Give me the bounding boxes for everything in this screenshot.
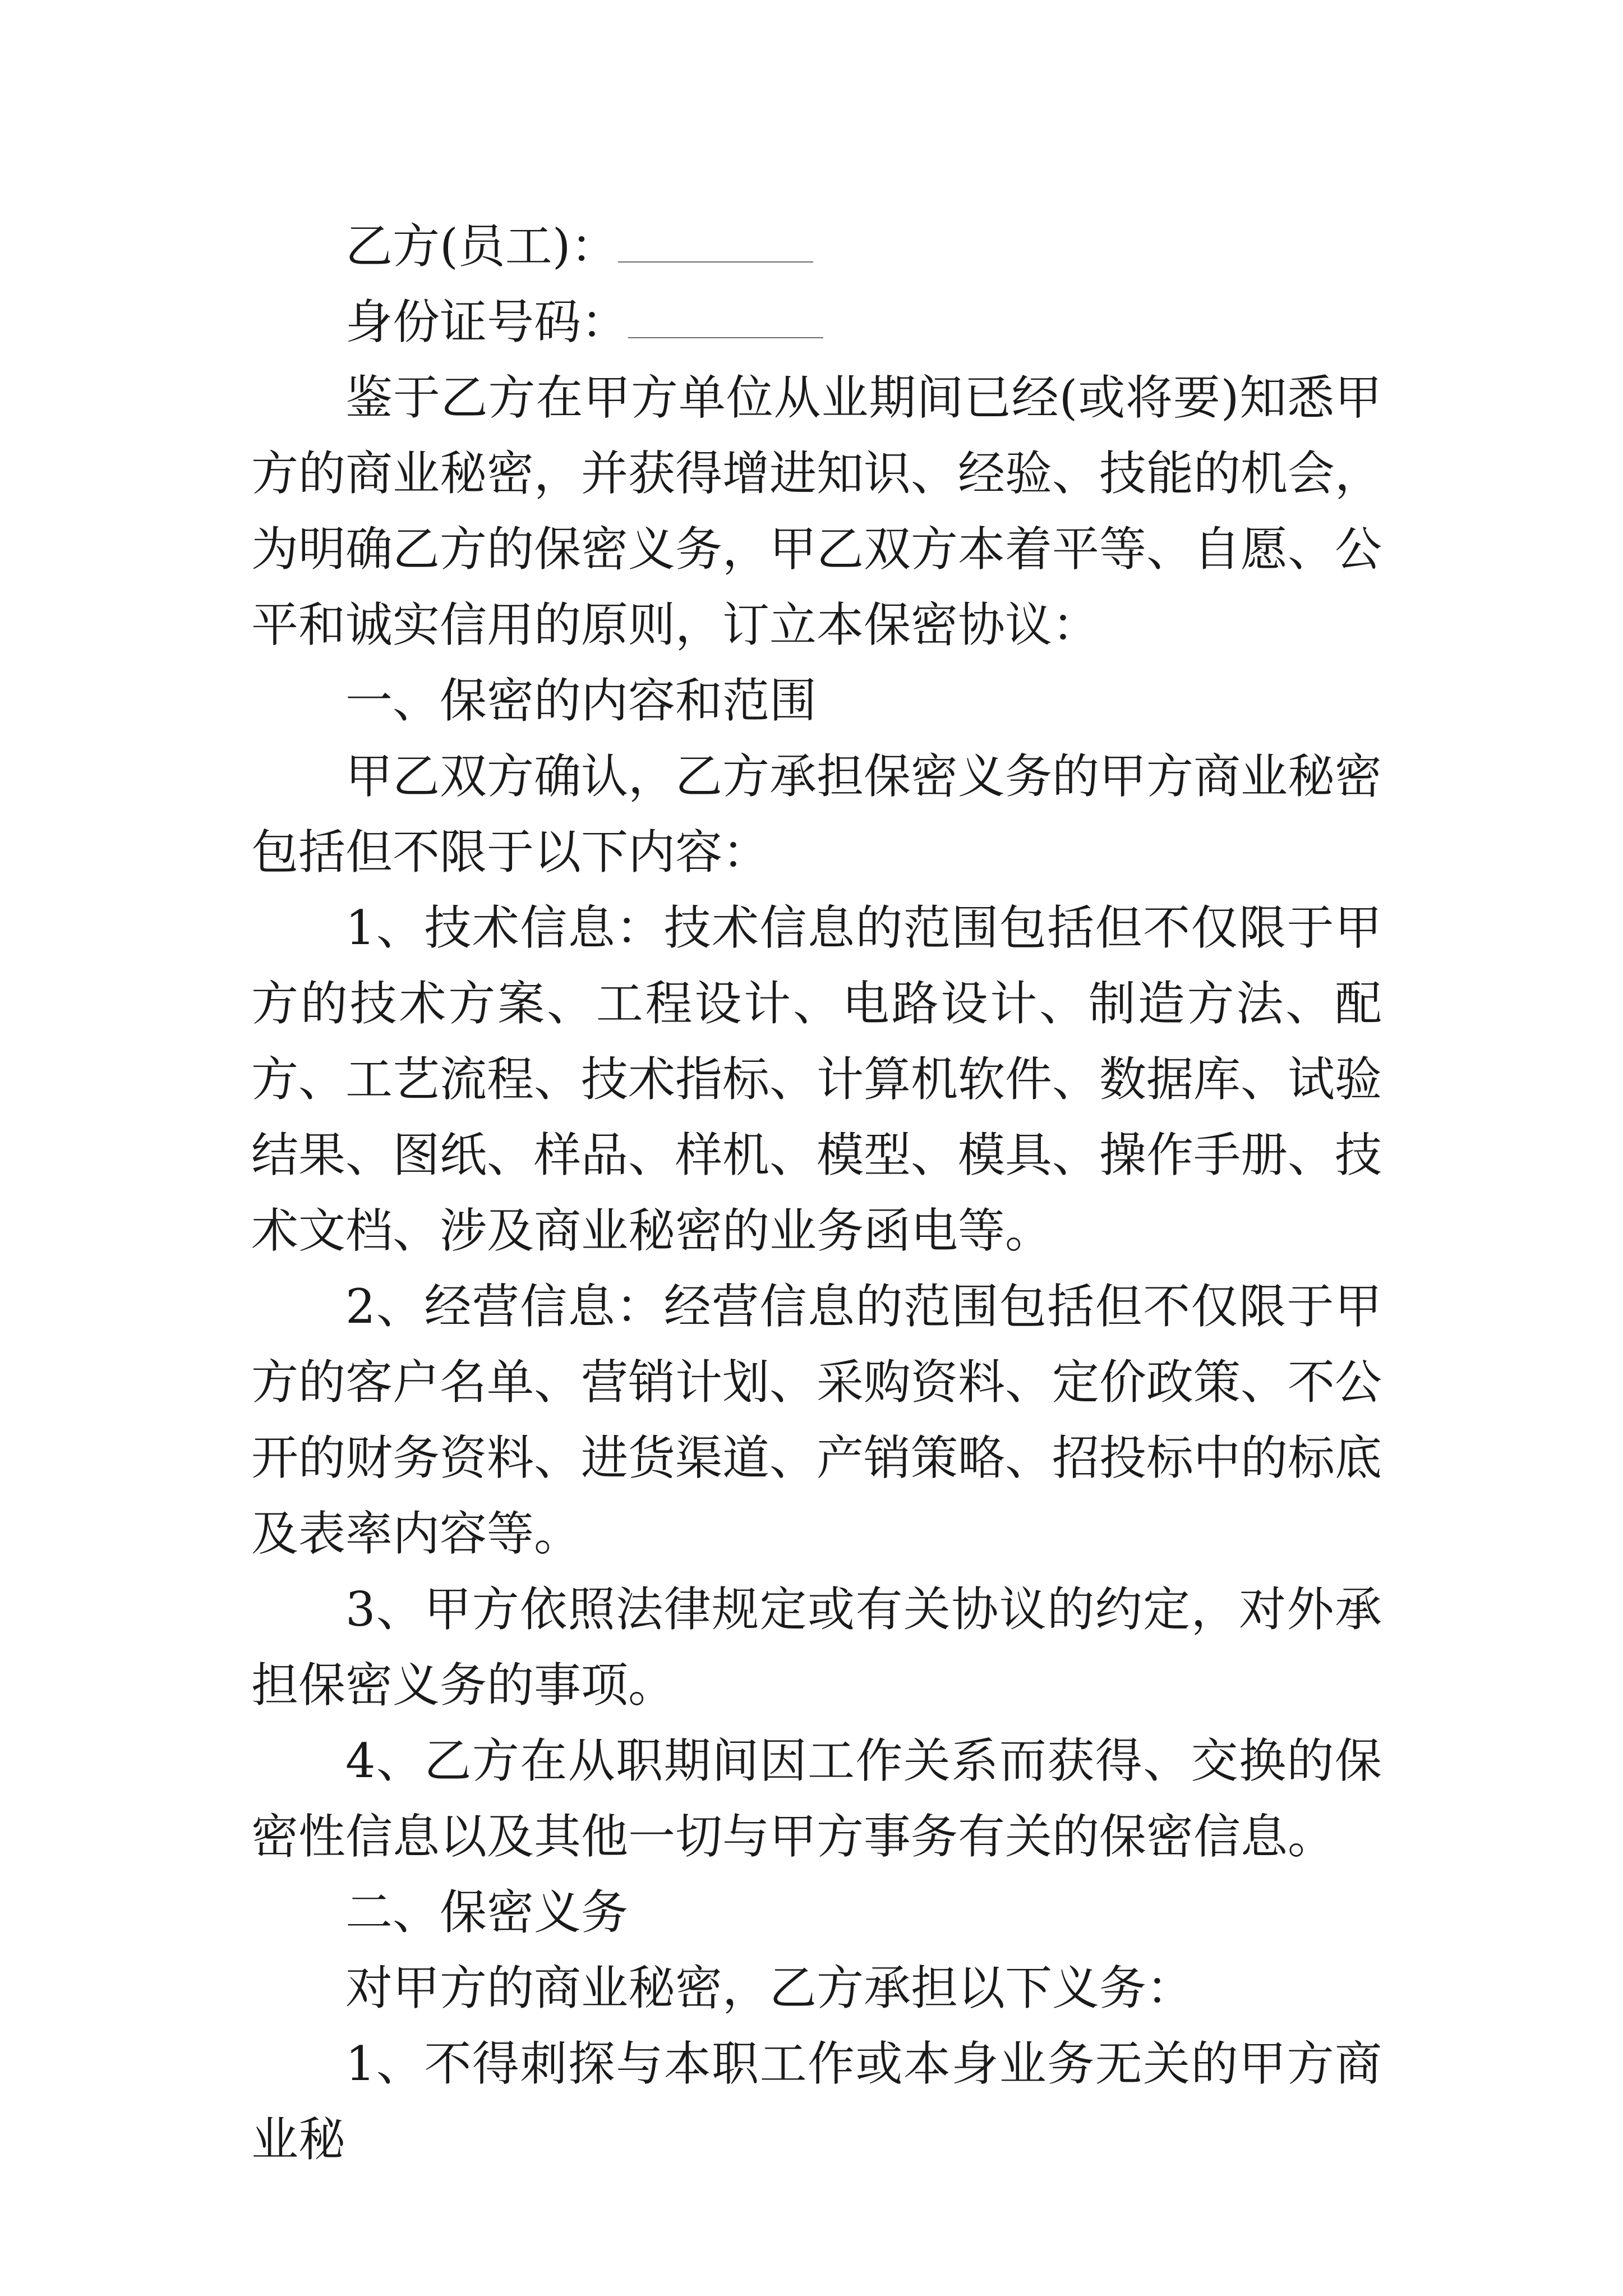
obligation-item-1: 1、不得刺探与本职工作或本身业务无关的甲方商业秘 xyxy=(251,2036,1382,2167)
id-number-field xyxy=(251,284,1382,360)
business-info-item: 2、经营信息：经营信息的范围包括但不仅限于甲方的客户名单、营销计划、采购资料、定价政策、不公开的财务资料、进货渠道、产销策略、招投标中的标底及表率内容等。 xyxy=(251,1279,1382,1561)
id-number-blank xyxy=(628,302,823,338)
section-heading-obligations: 二、保密义务 xyxy=(345,1885,629,1940)
employee-name-field xyxy=(251,209,1382,284)
preamble-paragraph: 鉴于乙方在甲方单位从业期间已经(或将要)知悉甲方的商业秘密，并获得增进知识、经验、技能的机会，为明确乙方的保密义务，甲乙双方本着平等、自愿、公平和诚实信用的原则，订立本保密协议： xyxy=(251,370,1382,652)
employee-name-blank xyxy=(618,227,813,263)
id-number-label: 身份证号码： xyxy=(345,295,629,349)
scope-intro-paragraph: 甲乙双方确认，乙方承担保密义务的甲方商业秘密包括但不限于以下内容： xyxy=(251,749,1382,880)
legal-obligation-item: 3、甲方依照法律规定或有关协议的约定，对外承担保密义务的事项。 xyxy=(251,1582,1382,1713)
technical-info-item: 1、技术信息：技术信息的范围包括但不仅限于甲方的技术方案、工程设计、电路设计、制造方法、配方、工艺流程、技术指标、计算机软件、数据库、试验结果、图纸、样品、样机、模型、模具、操作手册、技术文档、涉及商业秘密的业务函电等。 xyxy=(251,900,1382,1258)
employment-info-item: 4、乙方在从职期间因工作关系而获得、交换的保密性信息以及其他一切与甲方事务有关的保密信息。 xyxy=(251,1733,1382,1864)
obligations-intro-paragraph: 对甲方的商业秘密，乙方承担以下义务： xyxy=(345,1961,1194,2016)
document-body xyxy=(251,209,1382,2178)
section-heading-scope: 一、保密的内容和范围 xyxy=(345,673,817,728)
employee-name-label: 乙方(员工)： xyxy=(345,219,618,274)
